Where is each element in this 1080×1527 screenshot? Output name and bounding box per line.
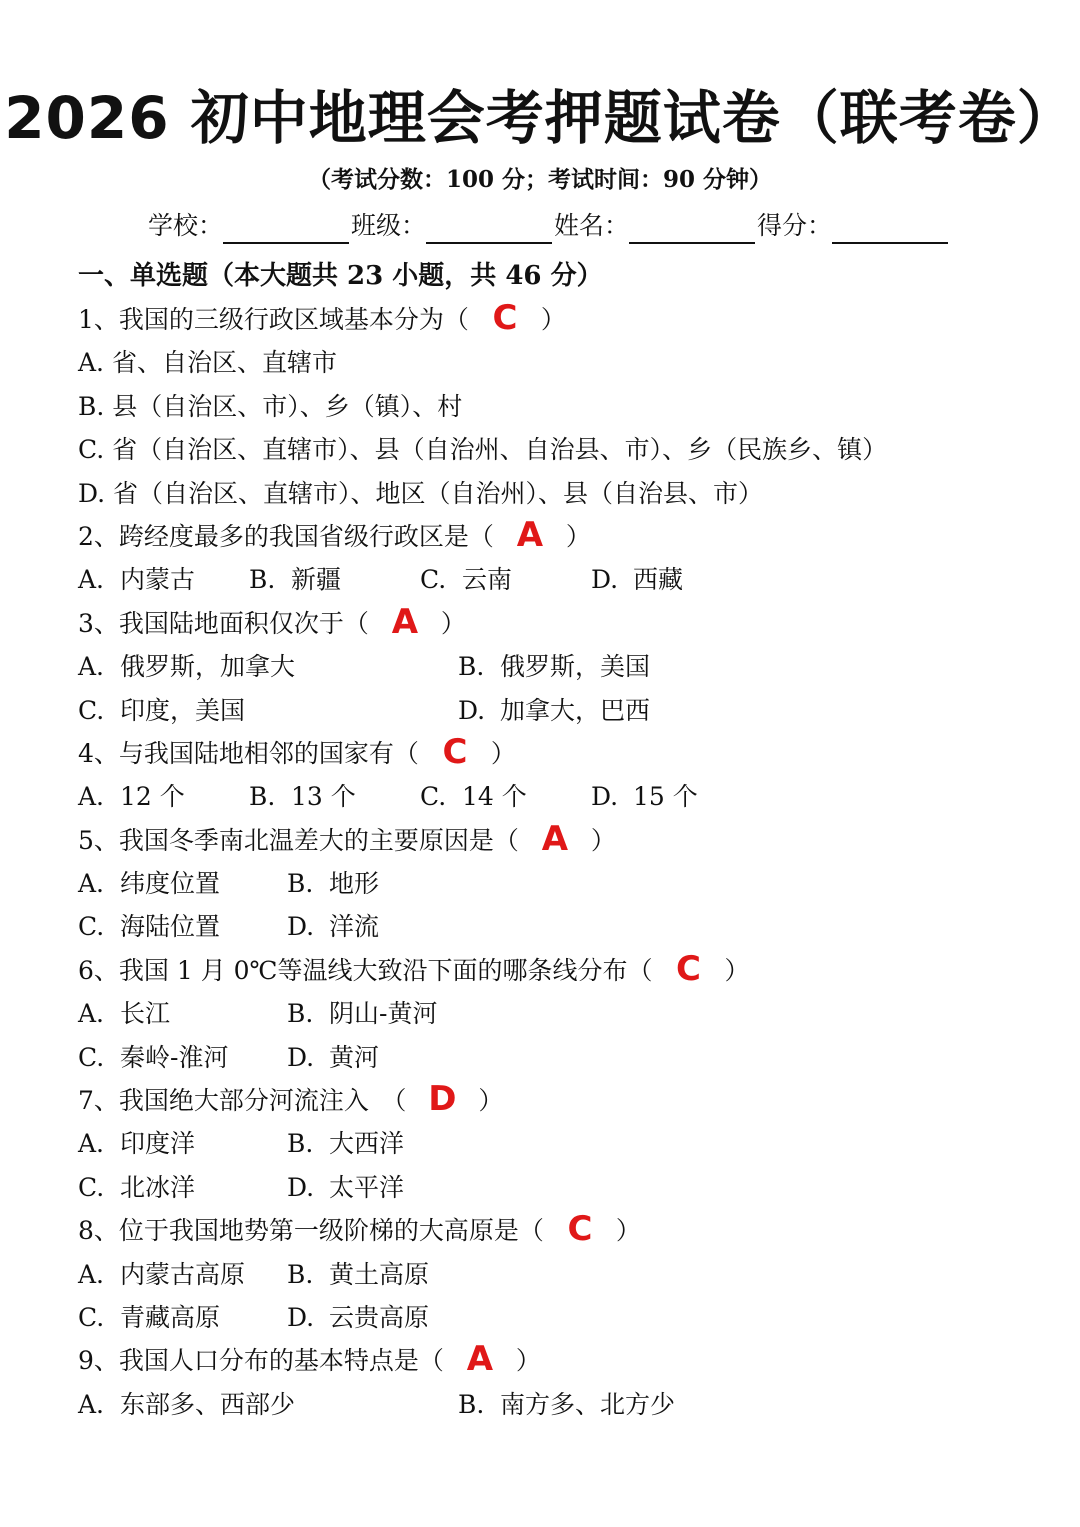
option-row — [78, 862, 1038, 905]
answer-mark: A — [516, 514, 544, 555]
option-row — [78, 1296, 1038, 1339]
question-text: 1、我国的三级行政区域基本分为（ — [78, 305, 469, 334]
exam-subtitle: （考试分数：100 分；考试时间：90 分钟） — [307, 166, 773, 193]
option-line: C. 省（自治区、直辖市）、县（自治州、自治县、市）、乡（民族乡、镇） — [78, 435, 888, 465]
option-c: C. 印度，美国 — [78, 695, 246, 725]
paren-close: ） — [565, 521, 591, 551]
option-c: C. 海陆位置 — [78, 912, 221, 942]
question-text: 4、与我国陆地相邻的国家有（ — [78, 738, 419, 768]
option-line: A. 省、自治区、直辖市 — [78, 348, 337, 378]
question-text: 9、我国人口分布的基本特点是（ — [78, 1346, 444, 1376]
paren-close: ） — [615, 1216, 641, 1246]
paren-close: ） — [440, 608, 466, 638]
option-c: C. 青藏高原 — [78, 1302, 221, 1332]
question-stem — [78, 1079, 1038, 1122]
class-label: 班级： — [351, 211, 427, 240]
option-d: D. 云贵高原 — [287, 1302, 430, 1332]
question-text: 3、我国陆地面积仅次于（ — [78, 608, 369, 638]
answer-mark: C — [676, 948, 701, 989]
question-stem — [78, 949, 1038, 992]
name-blank — [629, 214, 755, 244]
option-a: A. 东部多、西部少 — [78, 1389, 296, 1419]
option-row — [78, 558, 1038, 601]
question-text: 7、我国绝大部分河流注入 （ — [78, 1086, 407, 1116]
option-d: D. 黄河 — [287, 1042, 380, 1072]
answer-mark: A — [391, 601, 419, 642]
option-a: A. 印度洋 — [78, 1129, 196, 1159]
answer-mark: C — [492, 298, 518, 338]
option-line: B. 县（自治区、市）、乡（镇）、村 — [78, 391, 463, 421]
question-text: 2、跨经度最多的我国省级行政区是（ — [78, 521, 494, 551]
class-field — [351, 208, 554, 244]
option-b: B. 地形 — [287, 869, 380, 899]
option-a: A. 内蒙古高原 — [78, 1259, 246, 1289]
option-c: C. 北冰洋 — [78, 1172, 196, 1202]
option-b: B. 俄罗斯，美国 — [458, 652, 651, 682]
option-b: B. 南方多、北方少 — [458, 1389, 676, 1419]
question-stem — [78, 1339, 1038, 1382]
question-stem — [78, 298, 1038, 341]
name-field — [554, 208, 757, 244]
option-a: A. 12 个 — [78, 782, 185, 812]
option-a: A. 俄罗斯，加拿大 — [78, 652, 296, 682]
question-text: 6、我国 1 月 0℃等温线大致沿下面的哪条线分布（ — [78, 955, 653, 985]
option-row — [78, 1383, 1038, 1426]
answer-mark: C — [567, 1209, 593, 1250]
paren-close: ） — [490, 738, 516, 768]
option-a: A. 内蒙古 — [78, 565, 196, 595]
option-row — [78, 992, 1038, 1035]
option-d: D. 太平洋 — [287, 1172, 405, 1202]
option-b: B. 新疆 — [249, 565, 342, 595]
option-line: D. 省（自治区、直辖市）、地区（自治州）、县（自治县、市） — [78, 478, 764, 508]
option-row — [78, 775, 1038, 818]
paren-close: ） — [724, 955, 750, 985]
option-a: A. 长江 — [78, 999, 171, 1029]
answer-mark: D — [428, 1079, 457, 1120]
school-field — [148, 208, 351, 244]
question-stem — [78, 602, 1038, 645]
option-row — [78, 689, 1038, 732]
student-info-line — [148, 208, 950, 244]
page-title: 2026 初中地理会考押题试卷（联考卷） — [4, 84, 1076, 152]
option-a: A. 纬度位置 — [78, 869, 221, 899]
option-row — [78, 645, 1038, 688]
option-row — [78, 1253, 1038, 1296]
paren-close: ） — [515, 1346, 541, 1376]
answer-mark: A — [466, 1339, 494, 1380]
option-c: C. 秦岭-淮河 — [78, 1042, 229, 1072]
option-b: B. 13 个 — [249, 782, 356, 812]
option-row — [78, 1036, 1038, 1079]
option-c: C. 14 个 — [420, 782, 527, 812]
option-d: D. 加拿大，巴西 — [458, 695, 651, 725]
option-b: B. 大西洋 — [287, 1129, 405, 1159]
question-stem — [78, 1209, 1038, 1252]
school-label: 学校： — [148, 211, 224, 240]
answer-mark: C — [442, 731, 468, 772]
option-b: B. 阴山-黄河 — [287, 999, 438, 1029]
school-blank — [223, 214, 349, 244]
option-row — [78, 1166, 1038, 1209]
class-blank — [426, 214, 552, 244]
score-label: 得分： — [757, 211, 833, 240]
option-c: C. 云南 — [420, 565, 513, 595]
option-d: D. 洋流 — [287, 912, 380, 942]
section-title: 一、单选题（本大题共 23 小题，共 46 分） — [78, 261, 603, 291]
option-d: D. 西藏 — [591, 565, 684, 595]
score-blank — [832, 214, 948, 244]
question-stem — [78, 819, 1038, 862]
option-row — [78, 905, 1038, 948]
paren-close: ） — [478, 1086, 504, 1116]
option-b: B. 黄土高原 — [287, 1259, 430, 1289]
question-stem — [78, 515, 1038, 558]
answer-mark: A — [541, 818, 569, 859]
name-label: 姓名： — [554, 211, 630, 240]
paren-close: ） — [590, 825, 616, 855]
question-text: 5、我国冬季南北温差大的主要原因是（ — [78, 825, 519, 855]
option-row — [78, 1122, 1038, 1165]
score-field — [757, 208, 950, 244]
option-d: D. 15 个 — [591, 782, 698, 812]
question-stem — [78, 732, 1038, 775]
paren-close: ） — [540, 305, 566, 334]
question-text: 8、位于我国地势第一级阶梯的大高原是（ — [78, 1216, 544, 1246]
question-list — [78, 298, 1038, 1426]
